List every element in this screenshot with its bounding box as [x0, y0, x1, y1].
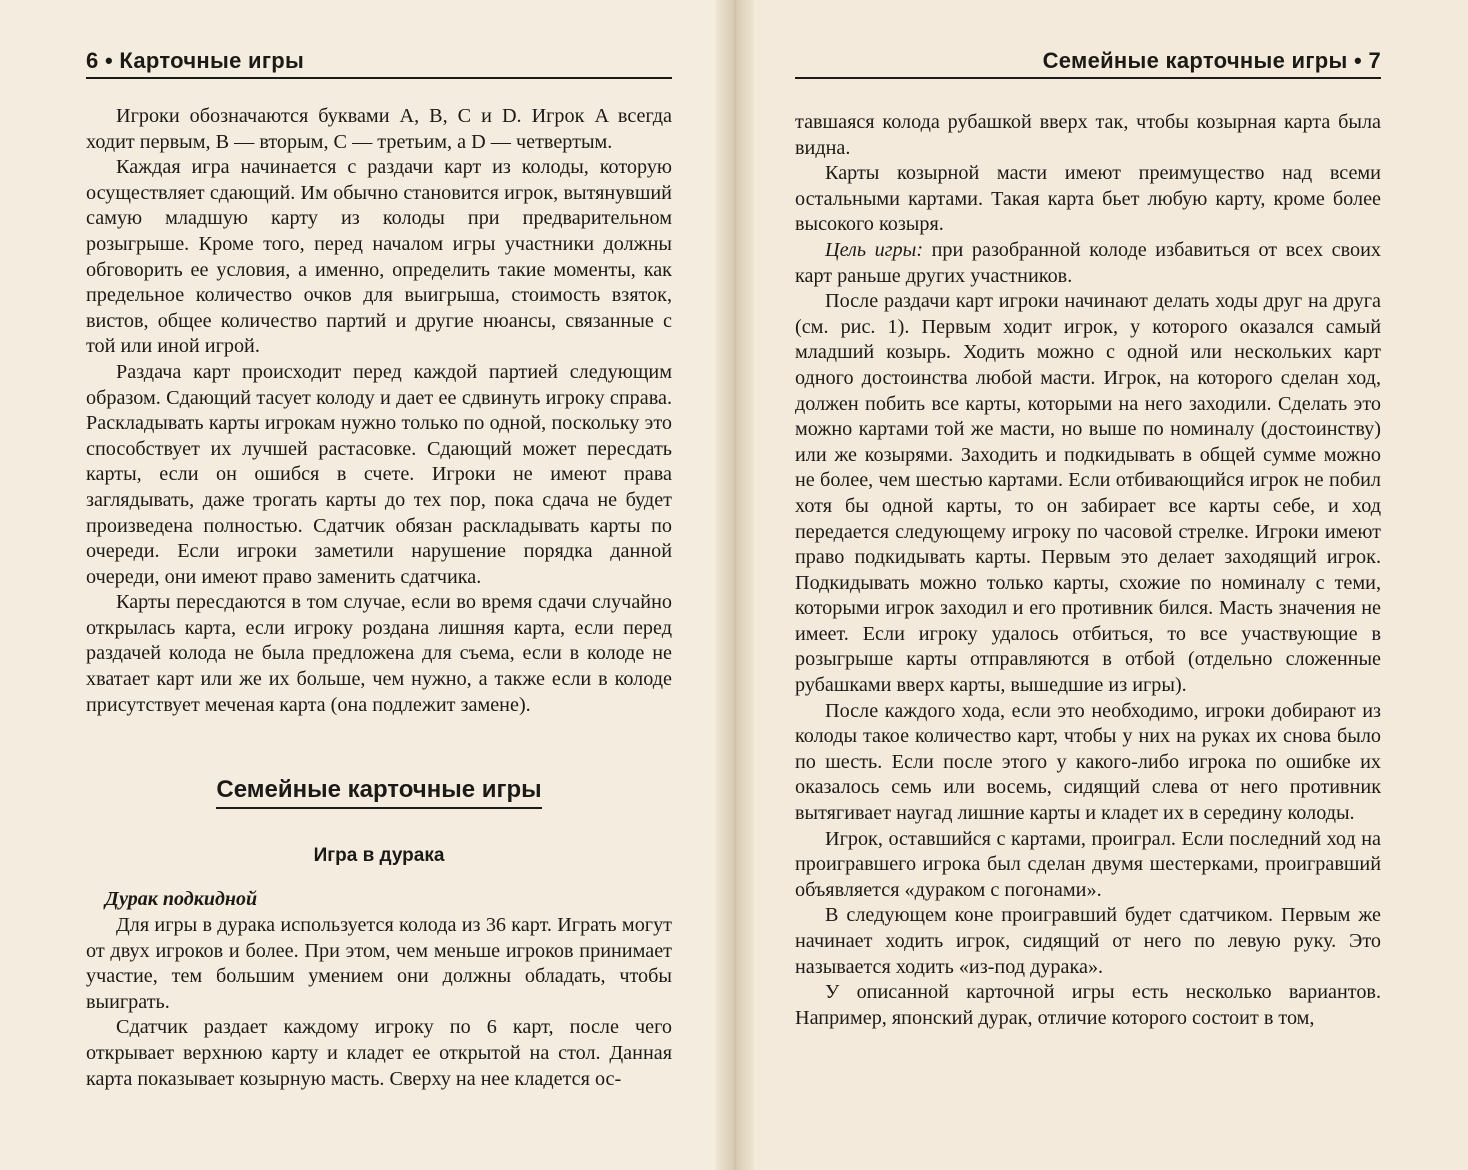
- paragraph-continued: тавшаяся колода рубашкой вверх так, чтобы козырная карта была видна.: [795, 111, 1381, 159]
- paragraph: После каждого хода, если это необходимо, игроки добирают из колоды такое количество карт, чтобы у них на руках их снова было по шесть. Если после этого у какого-либо игрока по ошибке их оказалось семь или восемь, сидящий слева от него противник вытягивает наугад лишние карты и кладет их в середину колоды.: [795, 699, 1381, 825]
- variant-title: Дурак подкидной: [105, 888, 258, 910]
- paragraph: Карты козырной масти имеют преимущество над всеми остальными картами. Такая карта бьет любую карту, кроме более высокого козыря.: [795, 162, 1381, 236]
- subsection-title: Игра в дурака: [313, 845, 445, 866]
- goal-label: Цель игры:: [825, 238, 924, 261]
- paragraph: Игроки обозначаются буквами A, B, C и D. Игрок A всегда ходит первым, B — вторым, C — третьим, а D — четвертым.: [86, 105, 672, 153]
- right-running-header: Семейные карточные игры • 7: [795, 48, 1381, 79]
- paragraph: Раздача карт происходит перед каждой партией следующим образом. Сдающий тасует колоду и дает ее сдвинуть игроку справа. Раскладывать карты игрокам нужно только по одной, поскольку это способствует их лучшей растасовке. Сдающий может пересдать карты, если он ошибся в счете. Игроки не имеют права заглядывать, даже трогать карты до тех пор, пока сдача не будет произведена полностью. Сдатчик обязан раскладывать карты по очереди. Если игроки заметили нарушение порядка данной очереди, они имеют право заменить сдатчика.: [86, 360, 672, 588]
- section-title: Семейные карточные игры: [86, 776, 672, 804]
- book-gutter: [716, 0, 754, 1170]
- paragraph: Игрок, оставшийся с картами, проиграл. Если последний ход на проигравшего игрока был сделан двумя шестерками, проигравший объявляется «дураком с погонами».: [795, 827, 1381, 901]
- paragraph: Для игры в дурака используется колода из 36 карт. Играть могут от двух игроков и более. При этом, чем меньше игроков принимает участие, тем большим умением они должны обладать, чтобы выиграть.: [86, 914, 672, 1013]
- goal-paragraph: [795, 238, 1381, 289]
- left-body-text: [86, 104, 672, 718]
- paragraph: Каждая игра начинается с раздачи карт из колоды, которую осуществляет сдающий. Им обычно становится игрок, вытянувший самую младшую карту из колоды при предварительном розыгрыше. Кроме того, перед началом игры участники должны обговорить ее условия, а именно, определить такие моменты, как предельное количество очков для выигрыша, стоимость взяток, вистов, общее количество партий и другие нюансы, связанные с той или иной игрой.: [86, 156, 672, 358]
- left-variant-text: [86, 913, 672, 1092]
- left-running-header: 6 • Карточные игры: [86, 48, 672, 79]
- right-body-text: [795, 110, 1381, 1031]
- paragraph: После раздачи карт игроки начинают делать ходы друг на друга (см. рис. 1). Первым ходит игрок, у которого оказался самый младший козырь. Ходить можно с одной или нескольких карт одного достоинства любой масти. Игрок, на которого сделан ход, должен побить все карты, которыми на него заходили. Сделать это можно картами той же масти, но выше по номиналу (достоинству) или же козырями. Заходить и подкидывать в общей сумме можно не более, чем шестью картами. Если отбивающийся игрок не побил хотя бы одной карты, то он забирает все карты себе, и ход передается следующему игроку по часовой стрелке. Игроки имеют право подкидывать карты. Первым это делает заходящий игрок. Подкидывать можно только карты, схожие по номиналу с теми, которыми игрок заходил и его противник бился. Масть значения не имеет. Если игроку удалось отбиться, то все участвующие в розыгрыше карты отправляются в отбой (отдельно сложенные рубашками вверх карты, вышедшие из игры).: [795, 290, 1381, 697]
- paragraph: У описанной карточной игры есть несколько вариантов. Например, японский дурак, отличие которого состоит в том,: [795, 981, 1381, 1029]
- goal-text: при разобранной колоде избавиться от всех своих карт раньше других участников.: [795, 238, 1382, 287]
- paragraph: Карты пересдаются в том случае, если во время сдачи случайно открылась карта, если игроку роздана лишняя карта, если перед раздачей колода не была предложена для съема, если в колоде не хватает карт или же их больше, чем нужно, а также если в колоде присутствует меченая карта (она подлежит замене).: [86, 591, 672, 716]
- paragraph: Сдатчик раздает каждому игроку по 6 карт, после чего открывает верхнюю карту и кладет ее открытой на стол. Данная карта показывает козырную масть. Сверху на нее кладется ос-: [86, 1016, 672, 1090]
- paragraph: В следующем коне проигравший будет сдатчиком. Первым же начинает ходить игрок, сидящий от него по левую руку. Это называется ходить «из-под дурака».: [795, 904, 1381, 978]
